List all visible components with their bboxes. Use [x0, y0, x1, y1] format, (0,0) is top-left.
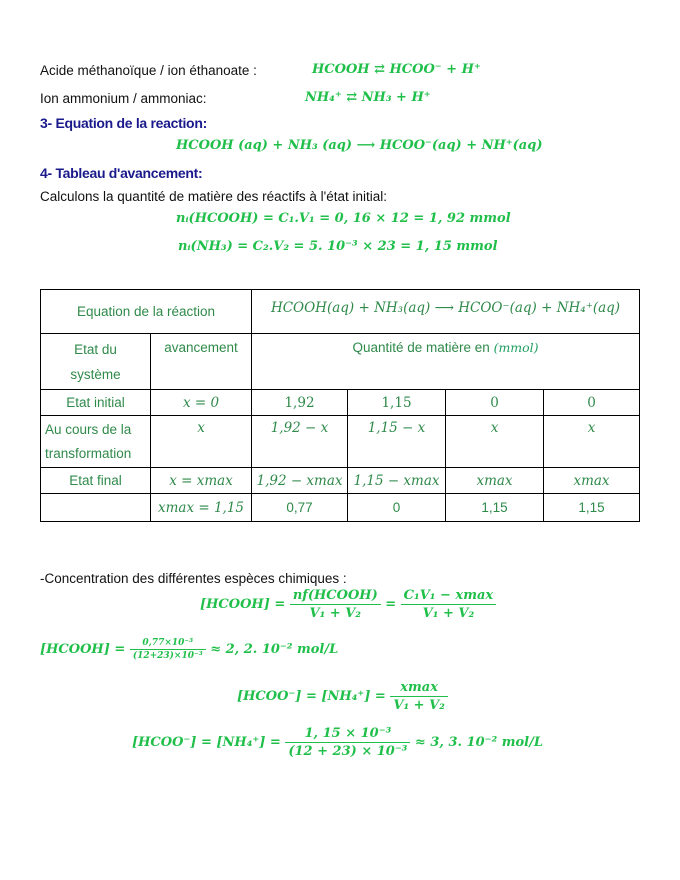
table-row [41, 468, 640, 494]
etat-header-cell [41, 334, 151, 390]
table-row [41, 494, 640, 522]
row-avancement: x = xmax [151, 468, 252, 494]
row-avancement: x = 0 [151, 390, 252, 416]
equation-cell [252, 290, 640, 334]
table-equation: HCOOH(aq) + NH₃(aq) ⟶ HCOO⁻(aq) + NH₄⁺(aq) [270, 300, 621, 316]
formula-lhs: [HCOO⁻] = [NH₄⁺] = [237, 689, 386, 704]
fraction-denominator: V₁ + V₂ [422, 606, 475, 621]
cell-hcoo: 1,15 [446, 494, 544, 522]
etat-label-1: Etat du [74, 341, 117, 357]
fraction-numerator: xmax [390, 680, 448, 697]
reaction-equation: HCOOH (aq) + NH₃ (aq) ⟶ HCOO⁻(aq) + NH⁺(aq) [176, 138, 543, 153]
cell-nh3: 0 [348, 494, 446, 522]
formula-result: ≈ 3, 3. 10⁻² mol/L [414, 735, 543, 750]
fraction-numerator: C₁V₁ − xmax [401, 588, 496, 605]
fraction [130, 638, 206, 661]
fraction [401, 588, 496, 621]
heading-tableau: 4- Tableau d'avancement: [40, 165, 203, 181]
formula-lhs: [HCOOH] = [40, 642, 126, 657]
fraction-denominator: V₁ + V₂ [393, 698, 445, 713]
cell-nh3: 1,15 − xmax [348, 468, 446, 494]
fraction [390, 680, 448, 713]
fraction-denominator: (12+23)×10⁻³ [132, 651, 203, 661]
row-avancement: x [151, 416, 252, 468]
heading-equation: 3- Equation de la reaction: [40, 115, 207, 131]
cell-hcooh: 1,92 − x [252, 416, 348, 468]
cell-nh3: 1,15 − x [348, 416, 446, 468]
row-state-label [41, 494, 151, 522]
row-state-label: Etat initial [41, 390, 151, 416]
cell-nh4: xmax [544, 468, 640, 494]
cell-nh4: 1,15 [544, 494, 640, 522]
quantite-header-cell [252, 334, 640, 390]
fraction-numerator: 1, 15 × 10⁻³ [285, 726, 410, 743]
cell-hcooh: 0,77 [252, 494, 348, 522]
fraction-denominator: (12 + 23) × 10⁻³ [288, 744, 408, 759]
cell-hcooh: 1,92 − xmax [252, 468, 348, 494]
etat-label-2: système [70, 366, 121, 382]
intro-text: Calculons la quantité de matière des réactifs à l'état initial: [40, 189, 388, 204]
fraction-numerator: nf(HCOOH) [290, 588, 381, 605]
concentration-intro: -Concentration des différentes espèces chimiques : [40, 571, 347, 586]
advancement-table [40, 289, 640, 522]
equation-label: Equation de la réaction [76, 304, 216, 319]
fraction-denominator: V₁ + V₂ [309, 606, 362, 621]
quantite-unit: (mmol) [493, 340, 539, 355]
cell-nh3: 1,15 [348, 390, 446, 416]
fraction [290, 588, 381, 621]
concentration-value-hcooh [40, 638, 338, 661]
table-row [41, 390, 640, 416]
cell-hcoo: x [446, 416, 544, 468]
row-state-label: Etat final [41, 468, 151, 494]
couple-equation-ammonium: NH₄⁺ ⇄ NH₃ + H⁺ [305, 90, 431, 105]
cell-nh4: x [544, 416, 640, 468]
cell-hcooh: 1,92 [252, 390, 348, 416]
formula-result: ≈ 2, 2. 10⁻² mol/L [210, 642, 339, 657]
couple-label-acid: Acide méthanoïque / ion éthanoate : [40, 63, 257, 78]
avancement-label: avancement [164, 340, 238, 355]
table-row [41, 416, 640, 468]
table-row-equation [41, 290, 640, 334]
equation-label-cell [41, 290, 252, 334]
formula-lhs: [HCOO⁻] = [NH₄⁺] = [132, 735, 281, 750]
row-avancement: xmax = 1,15 [151, 494, 252, 522]
calc-n-hcooh: nᵢ(HCOOH) = C₁.V₁ = 0, 16 × 12 = 1, 92 mmol [176, 211, 511, 226]
couple-equation-acid: HCOOH ⇄ HCOO⁻ + H⁺ [312, 62, 481, 77]
row-state-label: Au cours de la transformation [41, 416, 151, 468]
concentration-formula-hcooh: [HCOOH] = $\frac{\text{nf(HCOOH)}}{\text{V₁ + V₂}}$ = $\frac{\text{C₁V₁ − xmax}}{\text{V₁ + V₂}}$ [200, 588, 496, 621]
fraction [285, 726, 410, 759]
cell-nh4: 0 [544, 390, 640, 416]
quantite-label: Quantité de matière en [352, 340, 490, 355]
fraction-numerator: 0,77×10⁻³ [130, 638, 206, 650]
formula-lhs: [HCOOH] = [200, 597, 286, 612]
concentration-value-ions [132, 726, 543, 759]
cell-hcoo: 0 [446, 390, 544, 416]
couple-label-ammonium: Ion ammonium / ammoniac: [40, 91, 207, 106]
cell-hcoo: xmax [446, 468, 544, 494]
calc-n-nh3: nᵢ(NH₃) = C₂.V₂ = 5. 10⁻³ × 23 = 1, 15 mmol [178, 239, 498, 254]
table-row-header [41, 334, 640, 390]
concentration-formula-ions [237, 680, 448, 713]
avancement-header-cell [151, 334, 252, 390]
